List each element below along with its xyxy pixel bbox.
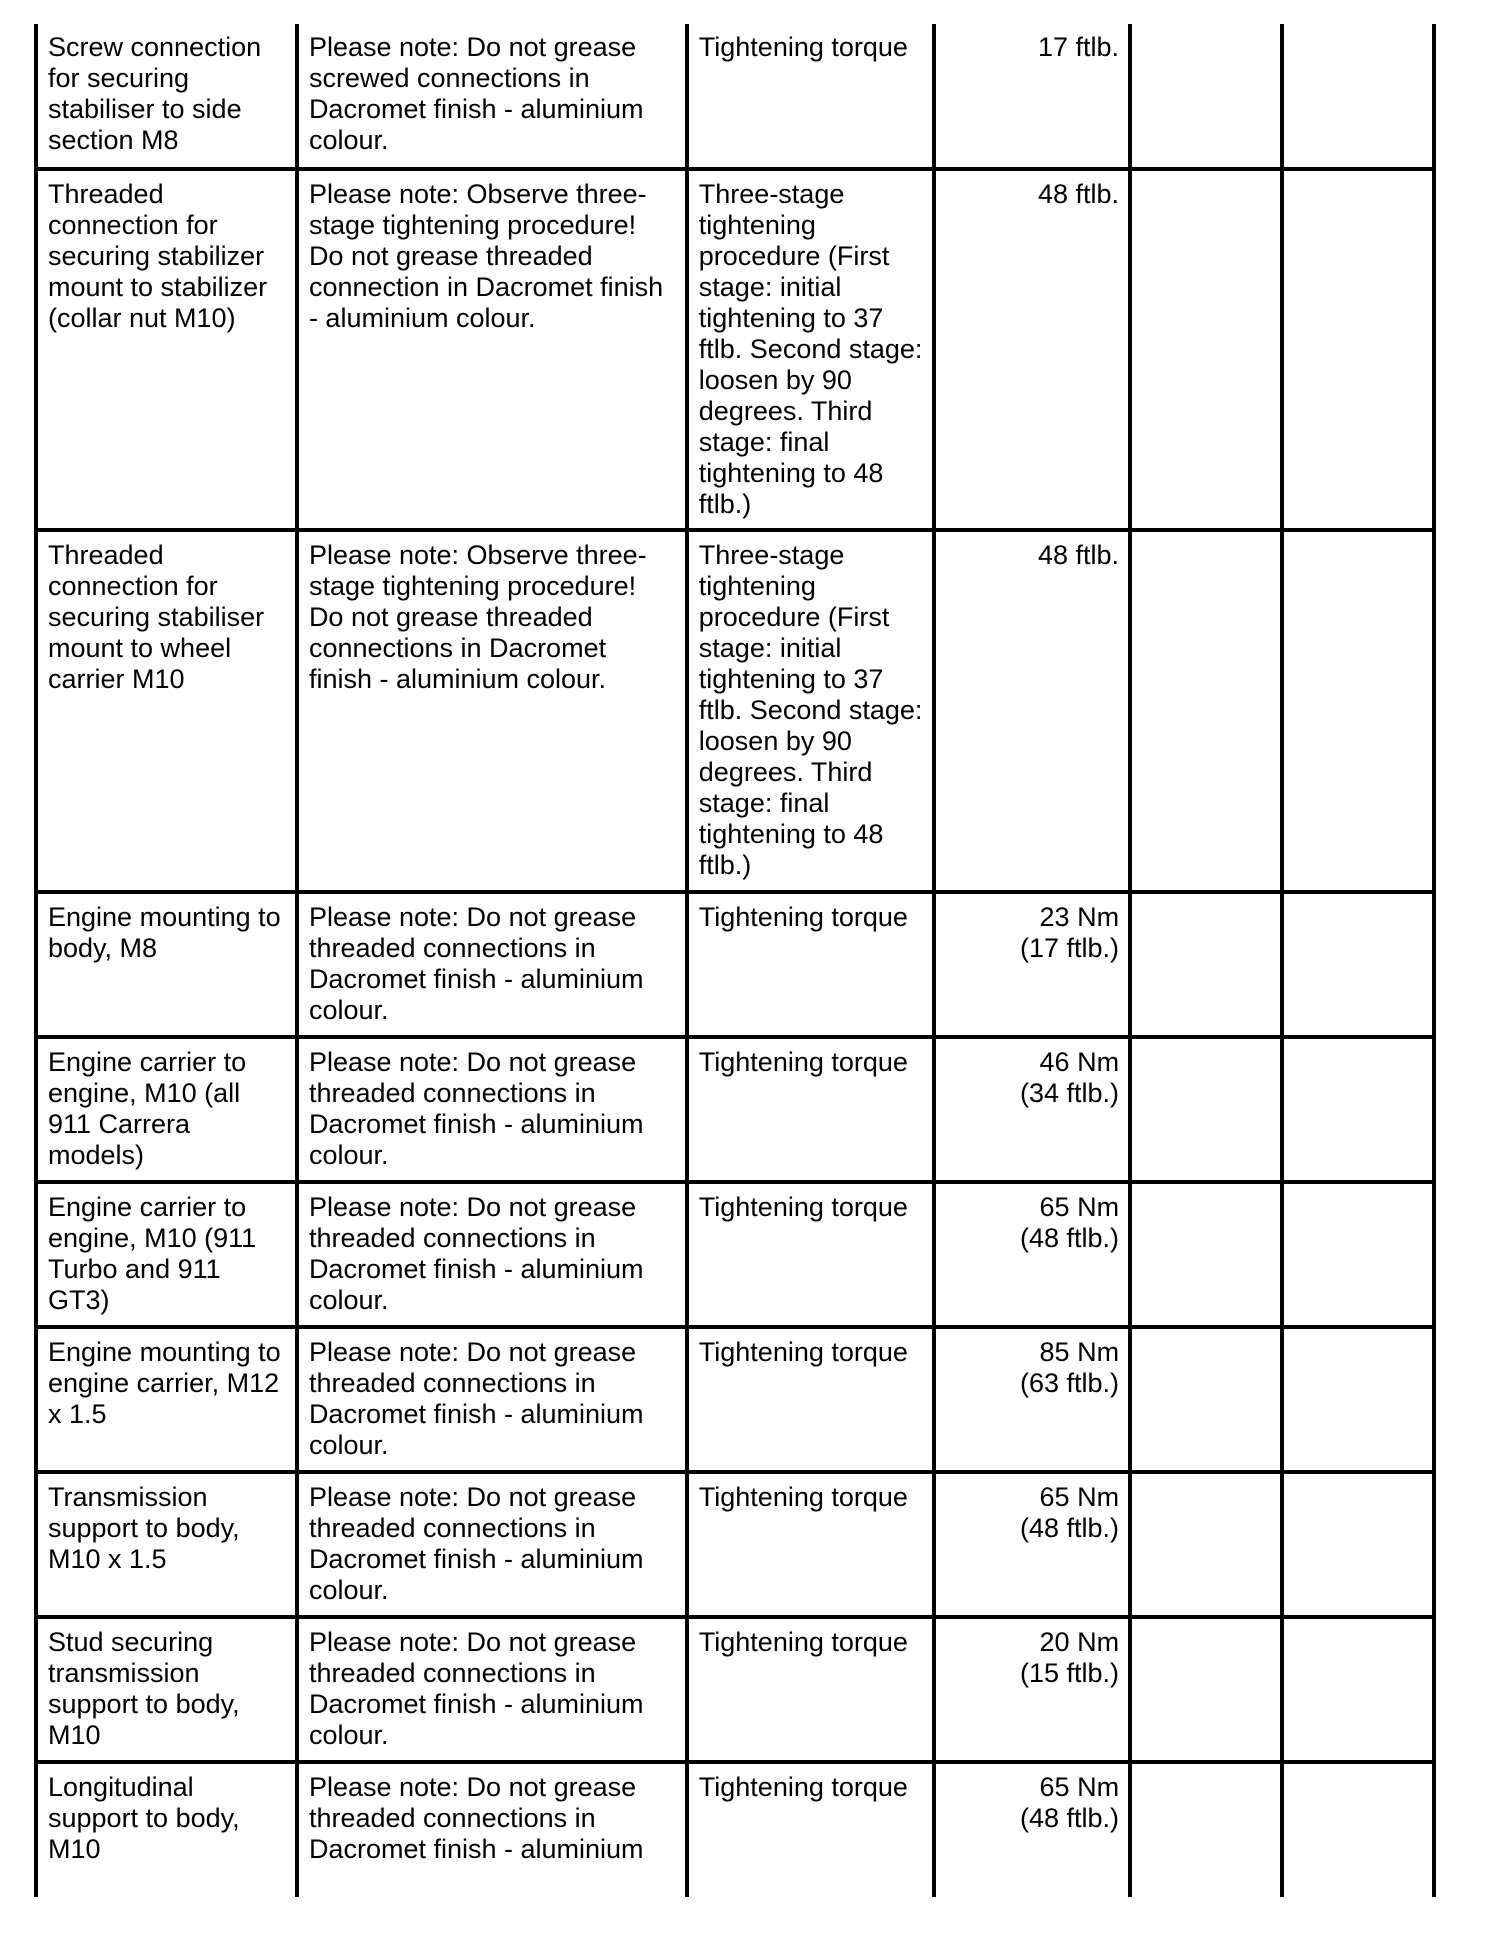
value-secondary: (48 ftlb.) — [1020, 1223, 1120, 1253]
spec-cell: Three-stage tightening procedure (First stage: initial tightening to 37 ftlb. Second stage: loosen by 90 degrees. Third stage: final tightening to 48 ftlb.) — [687, 169, 934, 530]
empty-cell — [1130, 24, 1282, 169]
value-secondary: (63 ftlb.) — [1020, 1368, 1120, 1398]
spec-cell: Tightening torque — [687, 1762, 934, 1897]
empty-cell — [1282, 1327, 1434, 1472]
value-secondary: (48 ftlb.) — [1020, 1803, 1120, 1833]
empty-cell — [1282, 1762, 1434, 1897]
value-primary: 65 Nm — [1039, 1482, 1120, 1512]
value-cell — [934, 1472, 1130, 1617]
note-cell: Please note: Do not grease threaded connections in Dacromet finish - aluminium colour. — [297, 1037, 687, 1182]
spec-cell: Tightening torque — [687, 24, 934, 169]
table-row — [36, 530, 1434, 892]
component-cell: Screw connection for securing stabiliser to side section M8 — [36, 24, 297, 169]
note-cell: Please note: Do not grease threaded connections in Dacromet finish - aluminium colour. — [297, 1182, 687, 1327]
note-cell: Please note: Observe three-stage tightening procedure! Do not grease threaded connections in Dacromet finish - aluminium colour. — [297, 530, 687, 892]
value-primary: 65 Nm — [1039, 1192, 1120, 1222]
empty-cell — [1282, 169, 1434, 530]
component-cell: Engine carrier to engine, M10 (all 911 Carrera models) — [36, 1037, 297, 1182]
torque-spec-sheet — [34, 24, 1436, 1897]
value-primary: 46 Nm — [1039, 1047, 1120, 1077]
table-row — [36, 1762, 1434, 1897]
empty-cell — [1282, 530, 1434, 892]
table-row — [36, 24, 1434, 169]
spec-cell: Tightening torque — [687, 1472, 934, 1617]
empty-cell — [1282, 24, 1434, 169]
torque-spec-table — [34, 24, 1436, 1897]
spec-cell: Tightening torque — [687, 1037, 934, 1182]
empty-cell — [1130, 530, 1282, 892]
empty-cell — [1130, 892, 1282, 1037]
table-row — [36, 892, 1434, 1037]
value-cell — [934, 169, 1130, 530]
note-cell: Please note: Observe three-stage tightening procedure! Do not grease threaded connection in Dacromet finish - aluminium colour. — [297, 169, 687, 530]
value-primary: 17 ftlb. — [1038, 32, 1120, 62]
note-cell: Please note: Do not grease threaded connections in Dacromet finish - aluminium colour. — [297, 1472, 687, 1617]
empty-cell — [1282, 1182, 1434, 1327]
component-cell: Engine mounting to engine carrier, M12 x 1.5 — [36, 1327, 297, 1472]
value-cell — [934, 1617, 1130, 1762]
spec-cell: Tightening torque — [687, 1617, 934, 1762]
component-cell: Engine mounting to body, M8 — [36, 892, 297, 1037]
value-cell — [934, 1762, 1130, 1897]
component-cell: Longitudinal support to body, M10 — [36, 1762, 297, 1897]
table-row — [36, 1617, 1434, 1762]
spec-cell: Tightening torque — [687, 1327, 934, 1472]
empty-cell — [1282, 892, 1434, 1037]
note-cell: Please note: Do not grease threaded connections in Dacromet finish - aluminium colour. — [297, 1327, 687, 1472]
value-primary: 48 ftlb. — [1038, 540, 1120, 570]
value-primary: 65 Nm — [1039, 1772, 1120, 1802]
value-secondary: (17 ftlb.) — [1020, 933, 1120, 963]
empty-cell — [1282, 1617, 1434, 1762]
component-cell: Engine carrier to engine, M10 (911 Turbo and 911 GT3) — [36, 1182, 297, 1327]
table-row — [36, 169, 1434, 530]
empty-cell — [1130, 1472, 1282, 1617]
value-cell — [934, 1037, 1130, 1182]
note-cell: Please note: Do not grease threaded connections in Dacromet finish - aluminium colour. — [297, 892, 687, 1037]
note-cell: Please note: Do not grease screwed connections in Dacromet finish - aluminium colour. — [297, 24, 687, 169]
component-cell: Threaded connection for securing stabilizer mount to stabilizer (collar nut M10) — [36, 169, 297, 530]
value-primary: 48 ftlb. — [1038, 179, 1120, 209]
value-primary: 23 Nm — [1039, 902, 1120, 932]
spec-cell: Tightening torque — [687, 1182, 934, 1327]
empty-cell — [1130, 1327, 1282, 1472]
value-secondary: (15 ftlb.) — [1020, 1658, 1120, 1688]
empty-cell — [1130, 1762, 1282, 1897]
component-cell: Transmission support to body, M10 x 1.5 — [36, 1472, 297, 1617]
spec-cell: Three-stage tightening procedure (First stage: initial tightening to 37 ftlb. Second stage: loosen by 90 degrees. Third stage: final tightening to 48 ftlb.) — [687, 530, 934, 892]
value-primary: 85 Nm — [1039, 1337, 1120, 1367]
empty-cell — [1130, 1037, 1282, 1182]
note-cell: Please note: Do not grease threaded connections in Dacromet finish - aluminium colour. — [297, 1617, 687, 1762]
value-secondary: (34 ftlb.) — [1020, 1078, 1120, 1108]
value-cell — [934, 530, 1130, 892]
table-row — [36, 1472, 1434, 1617]
component-cell: Stud securing transmission support to body, M10 — [36, 1617, 297, 1762]
empty-cell — [1130, 1617, 1282, 1762]
value-primary: 20 Nm — [1039, 1627, 1120, 1657]
empty-cell — [1130, 169, 1282, 530]
empty-cell — [1282, 1472, 1434, 1617]
table-row — [36, 1182, 1434, 1327]
empty-cell — [1282, 1037, 1434, 1182]
component-cell: Threaded connection for securing stabiliser mount to wheel carrier M10 — [36, 530, 297, 892]
value-cell — [934, 892, 1130, 1037]
note-cell: Please note: Do not grease threaded connections in Dacromet finish - aluminium — [297, 1762, 687, 1897]
value-cell — [934, 24, 1130, 169]
spec-cell: Tightening torque — [687, 892, 934, 1037]
table-row — [36, 1037, 1434, 1182]
table-row — [36, 1327, 1434, 1472]
value-cell — [934, 1182, 1130, 1327]
value-cell — [934, 1327, 1130, 1472]
empty-cell — [1130, 1182, 1282, 1327]
value-secondary: (48 ftlb.) — [1020, 1513, 1120, 1543]
